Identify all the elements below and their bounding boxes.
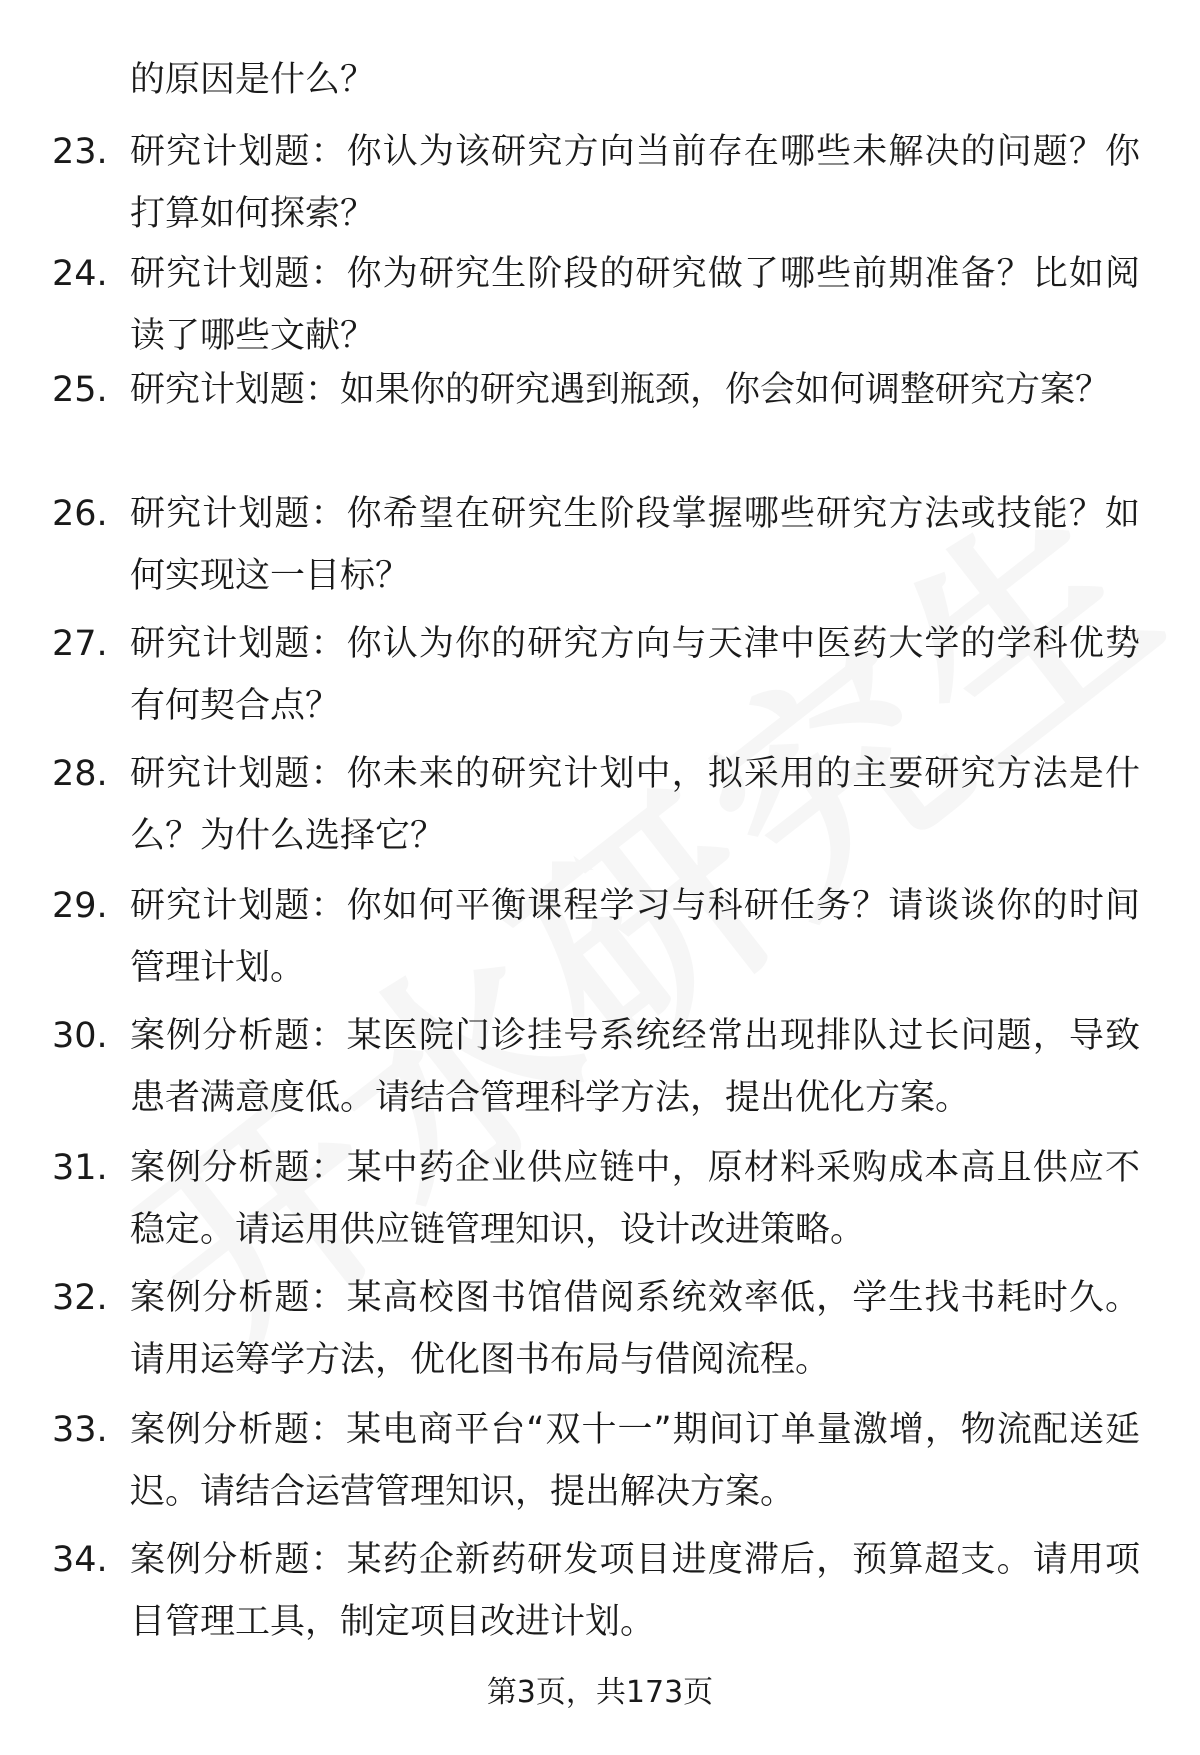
continuation-text: 的原因是什么？ — [130, 60, 376, 100]
item-text: 案例分析题：某药企新药研发项目进度滞后，预算超支。请用项目管理工具，制定项目改进计划。 — [130, 1540, 1140, 1642]
item-text: 研究计划题：你如何平衡课程学习与科研任务？请谈谈你的时间管理计划。 — [130, 886, 1140, 988]
item-number: 25. — [52, 370, 108, 410]
item-number: 32. — [52, 1278, 108, 1318]
item-number: 34. — [52, 1540, 108, 1580]
page-footer: 第3页，共173页 — [486, 1675, 714, 1710]
item-text: 案例分析题：某中药企业供应链中，原材料采购成本高且供应不稳定。请运用供应链管理知识，设计改进策略。 — [130, 1148, 1140, 1250]
item-number: 26. — [52, 494, 108, 534]
item-text: 案例分析题：某医院门诊挂号系统经常出现排队过长问题，导致患者满意度低。请结合管理科学方法，提出优化方案。 — [130, 1016, 1140, 1118]
item-number: 24. — [52, 254, 108, 294]
item-text: 研究计划题：如果你的研究遇到瓶颈，你会如何调整研究方案？ — [130, 370, 1111, 410]
item-text: 研究计划题：你为研究生阶段的研究做了哪些前期准备？比如阅读了哪些文献？ — [130, 254, 1140, 356]
item-text: 案例分析题：某电商平台“双十一”期间订单量激增，物流配送延迟。请结合运营管理知识，提出解决方案。 — [130, 1410, 1140, 1512]
item-text: 案例分析题：某高校图书馆借阅系统效率低，学生找书耗时久。请用运筹学方法，优化图书布局与借阅流程。 — [130, 1278, 1140, 1380]
item-number: 28. — [52, 754, 108, 794]
item-text: 研究计划题：你认为该研究方向当前存在哪些未解决的问题？你打算如何探索？ — [130, 132, 1140, 234]
item-number: 31. — [52, 1148, 108, 1188]
item-text: 研究计划题：你未来的研究计划中，拟采用的主要研究方法是什么？为什么选择它？ — [130, 754, 1140, 856]
item-text: 研究计划题：你希望在研究生阶段掌握哪些研究方法或技能？如何实现这一目标？ — [130, 494, 1140, 596]
item-number: 30. — [52, 1016, 108, 1056]
item-number: 23. — [52, 132, 108, 172]
item-text: 研究计划题：你认为你的研究方向与天津中医药大学的学科优势有何契合点？ — [130, 624, 1140, 726]
item-number: 27. — [52, 624, 108, 664]
item-number: 33. — [52, 1410, 108, 1450]
item-number: 29. — [52, 886, 108, 926]
